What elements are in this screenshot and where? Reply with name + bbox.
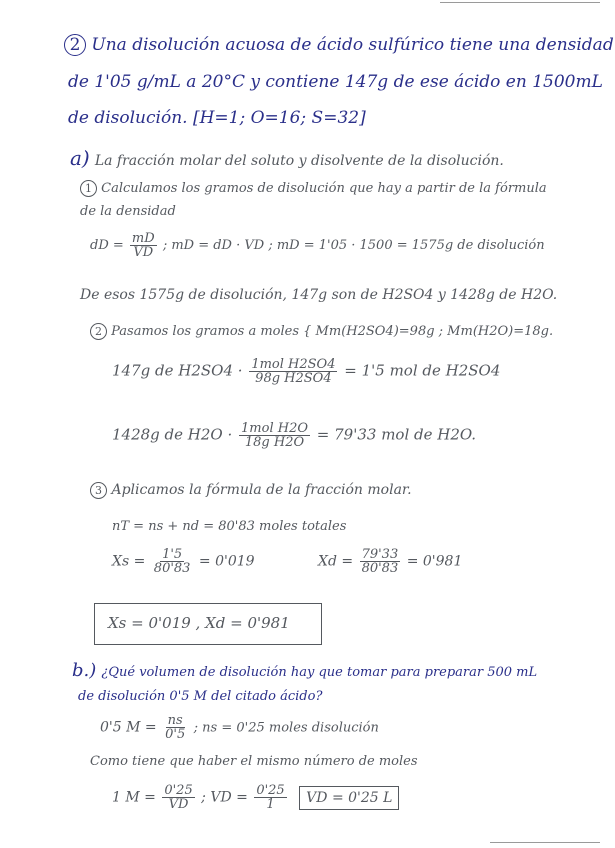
water-den: 18g H2O: [244, 435, 305, 450]
density-equation: [90, 232, 545, 259]
xs-num: 1'5: [162, 547, 183, 562]
acid-den: 98g H2SO4: [255, 371, 332, 386]
step2-intro: [90, 323, 553, 340]
xs-lhs: Xs =: [112, 553, 146, 570]
xs-den: 80'83: [153, 561, 191, 576]
water-conversion: [112, 422, 476, 449]
xs-equation: [112, 548, 255, 575]
problem-line-1: [64, 34, 614, 56]
eq1-fraction: [163, 714, 187, 741]
density-calc: ; mD = dD · VD ; mD = 1'05 · 1500 = 1575g de disolución: [162, 238, 545, 253]
step3-text: Aplicamos la fórmula de la fracción molar.: [111, 482, 412, 498]
xd-den: 80'83: [361, 561, 399, 576]
acid-lhs: 147g de H2SO4 ·: [112, 361, 243, 380]
xs-rhs: = 0'019: [198, 553, 255, 570]
eq1-rhs: ; ns = 0'25 moles disolución: [193, 720, 379, 736]
density-num: mD: [131, 231, 155, 246]
eq1-lhs: 0'5 M =: [100, 719, 157, 736]
step1-text-1: Calculamos los gramos de disolución que hay a partir de la fórmula: [101, 181, 547, 196]
step2-number: 2: [90, 323, 107, 340]
eq2-den: VD: [168, 797, 189, 812]
total-moles: nT = ns + nd = 80'83 moles totales: [112, 519, 347, 534]
xd-equation: [318, 548, 462, 575]
answer-text: VD = 0'25 L: [306, 789, 393, 806]
step1-line-2: de la densidad: [80, 204, 176, 219]
problem-text-1: Una disolución acuosa de ácido sulfúrico tiene una densidad: [91, 35, 614, 55]
xd-lhs: Xd =: [318, 553, 354, 570]
density-lhs: dD =: [90, 238, 124, 253]
xd-fraction: [360, 548, 401, 575]
acid-rhs: = 1'5 mol de H2SO4: [344, 361, 501, 380]
part-b-label: b.): [72, 660, 97, 681]
step2-text: Pasamos los gramos a moles { Mm(H2SO4)=98g ; Mm(H2O)=18g.: [111, 324, 554, 339]
mass-note: De esos 1575g de disolución, 147g son de H2SO4 y 1428g de H2O.: [80, 287, 558, 303]
water-num: 1mol H2O: [241, 421, 309, 436]
eq2-den2: 1: [266, 797, 275, 812]
density-fraction: [130, 232, 157, 259]
eq2-fraction: [162, 784, 194, 811]
part-b-line-1: [72, 662, 537, 680]
scan-line-bottom: [490, 842, 600, 843]
problem-number: 2: [64, 34, 86, 56]
part-b-text-1: ¿Qué volumen de disolución hay que tomar para preparar 500 mL: [101, 665, 538, 680]
xd-rhs: = 0'981: [406, 553, 463, 570]
step1-line-1: [80, 180, 547, 197]
step3-number: 3: [90, 482, 107, 499]
xs-fraction: [152, 548, 193, 575]
eq2-num2: 0'25: [256, 783, 285, 798]
eq2-fraction-2: [254, 784, 286, 811]
same-moles-note: Como tiene que haber el mismo número de moles: [90, 754, 418, 769]
xd-num: 79'33: [361, 547, 399, 562]
step1-number: 1: [80, 180, 97, 197]
result-text: Xs = 0'019 , Xd = 0'981: [108, 614, 290, 632]
acid-fraction: [249, 358, 337, 385]
problem-line-3: de disolución. [H=1; O=16; S=32]: [68, 108, 366, 128]
eq2-num: 0'25: [164, 783, 193, 798]
molarity-equation-2: [112, 784, 399, 811]
part-a-label: a): [70, 146, 90, 170]
part-a-heading: [70, 148, 504, 168]
eq1-num: ns: [167, 713, 183, 728]
problem-line-2: de 1'05 g/mL a 20°C y contiene 147g de ese ácido en 1500mL: [68, 72, 603, 92]
density-den: VD: [133, 245, 154, 260]
eq2-lhs: 1 M =: [112, 789, 156, 806]
eq1-den: 0'5: [165, 727, 186, 742]
water-lhs: 1428g de H2O ·: [112, 425, 233, 444]
step3-intro: [90, 482, 412, 499]
acid-num: 1mol H2SO4: [251, 357, 336, 372]
acid-conversion: [112, 358, 500, 385]
scan-line-top: [440, 2, 600, 3]
part-a-title: La fracción molar del soluto y disolvente de la disolución.: [94, 153, 504, 169]
eq2-mid: ; VD =: [201, 789, 248, 806]
water-fraction: [239, 422, 310, 449]
water-rhs: = 79'33 mol de H2O.: [316, 425, 477, 444]
part-b-line-2: de disolución 0'5 M del citado ácido?: [78, 689, 323, 704]
answer-box: [299, 786, 399, 810]
molarity-equation-1: [100, 714, 379, 741]
